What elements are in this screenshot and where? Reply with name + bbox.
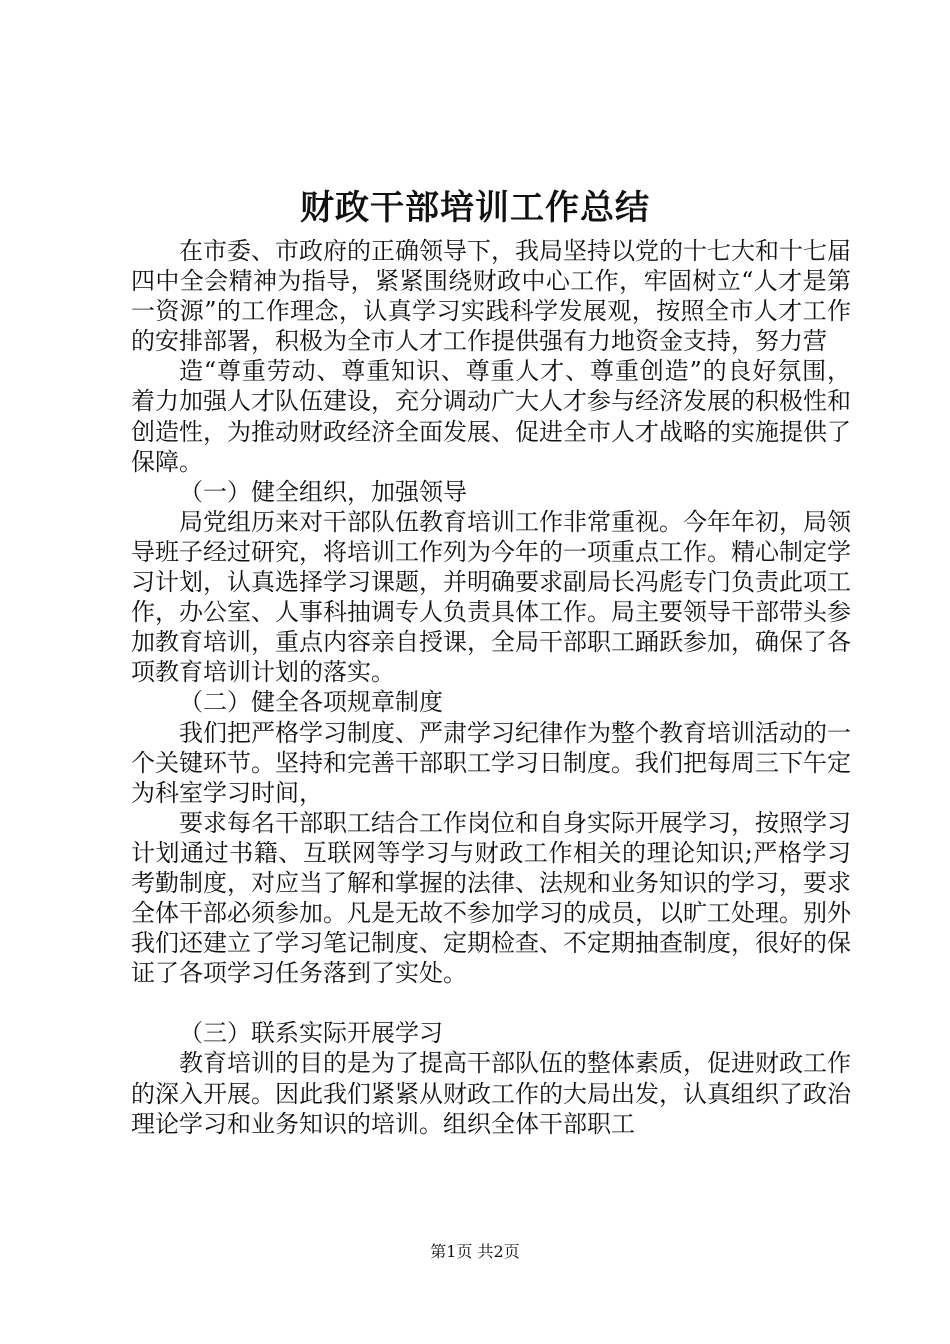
section-heading: （一）健全组织，加强领导 [179, 477, 467, 506]
document-body [131, 236, 851, 1139]
body-paragraph: 局党组历来对干部队伍教育培训工作非常重视。今年年初，局领导班子经过研究，将培训工作列为今年的一项重点工作。精心制定学习计划，认真选择学习课题，并明确要求副局长冯彪专门负责此项工作，办公室、人事科抽调专人负责具体工作。局主要领导干部带头参加教育培训，重点内容亲自授课，全局干部职工踊跃参加，确保了各项教育培训计划的落实。 [131, 507, 851, 687]
paragraph-spacer [131, 988, 851, 1018]
body-paragraph: 我们把严格学习制度、严肃学习纪律作为整个教育培训活动的一个关键环节。坚持和完善干部职工学习日制度。我们把每周三下午定为科室学习时间， [131, 718, 851, 807]
body-paragraph: 教育培训的目的是为了提高干部队伍的整体素质，促进财政工作的深入开展。因此我们紧紧从财政工作的大局出发，认真组织了政治理论学习和业务知识的培训。组织全体干部职工 [131, 1049, 851, 1138]
document-title: 财政干部培训工作总结 [300, 188, 650, 228]
section-heading: （三）联系实际开展学习 [179, 1019, 443, 1048]
section-heading: （二）健全各项规章制度 [179, 688, 443, 717]
body-paragraph: 在市委、市政府的正确领导下，我局坚持以党的十七大和十七届四中全会精神为指导，紧紧围绕财政中心工作，牢固树立“人才是第一资源”的工作理念，认真学习实践科学发展观，按照全市人才工作的安排部署，积极为全市人才工作提供强有力地资金支持，努力营 [131, 237, 851, 356]
page-footer: 第1页 共2页 [430, 1242, 520, 1261]
body-paragraph: 造“尊重劳动、尊重知识、尊重人才、尊重创造”的良好氛围，着力加强人才队伍建设，充分调动广大人才参与经济发展的积极性和创造性，为推动财政经济全面发展、促进全市人才战略的实施提供了保障。 [131, 357, 851, 476]
body-paragraph: 要求每名干部职工结合工作岗位和自身实际开展学习，按照学习计划通过书籍、互联网等学习与财政工作相关的理论知识;严格学习考勤制度，对应当了解和掌握的法律、法规和业务知识的学习，要求全体干部必须参加。凡是无故不参加学习的成员，以旷工处理。别外我们还建立了学习笔记制度、定期检查、不定期抽查制度，很好的保证了各项学习任务落到了实处。 [131, 808, 851, 988]
